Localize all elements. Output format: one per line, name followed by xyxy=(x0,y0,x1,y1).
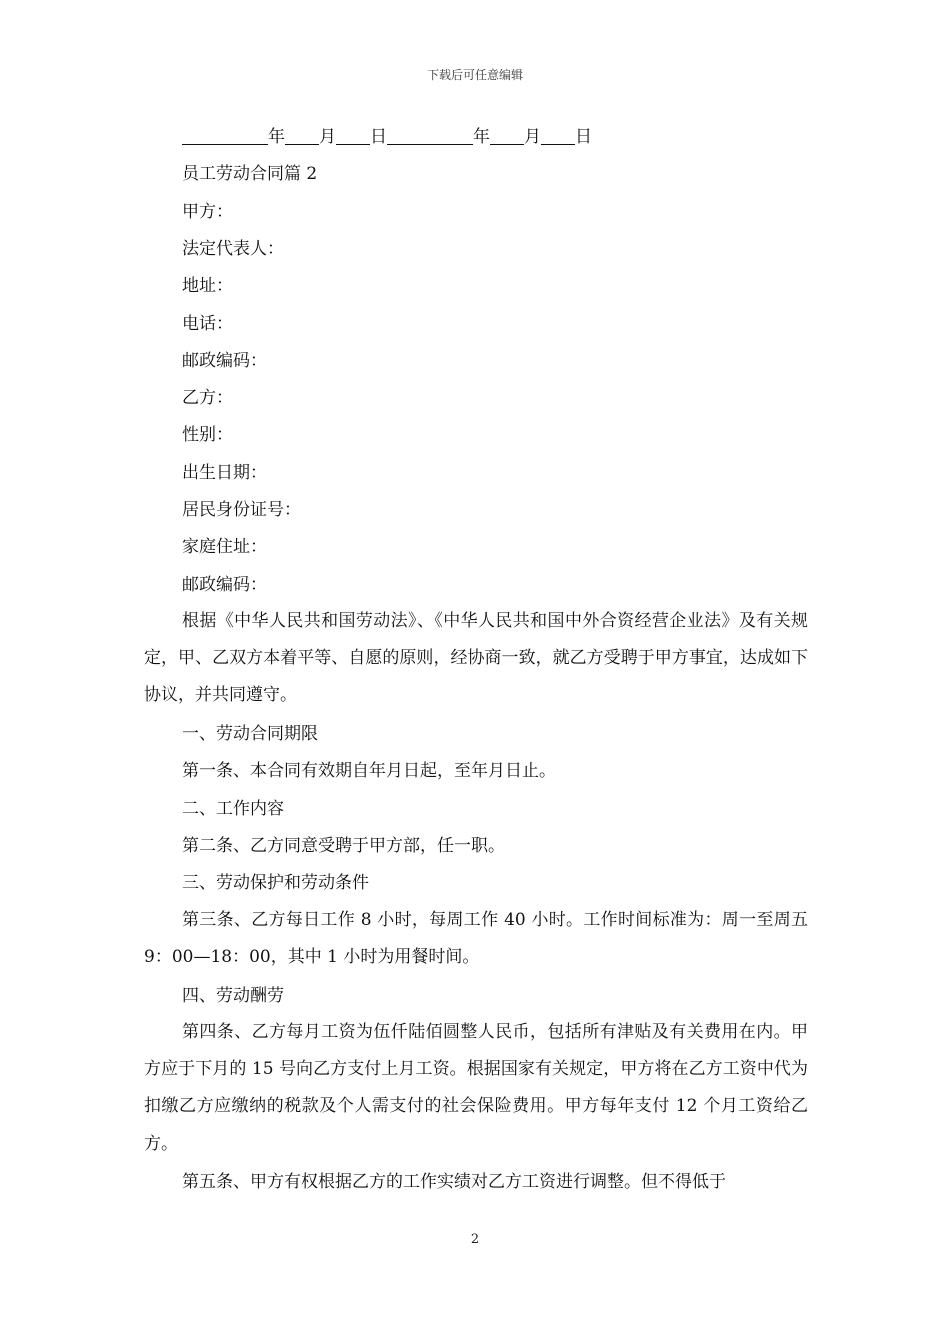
section-2-title: 二、工作内容 xyxy=(182,799,284,819)
party-b-field: 乙方： xyxy=(182,388,233,408)
contract-title: 员工劳动合同篇 2 xyxy=(182,164,318,184)
day-label: 日 xyxy=(370,127,387,147)
id-number-field: 居民身份证号： xyxy=(182,500,301,520)
section-1-title: 一、劳动合同期限 xyxy=(182,724,318,744)
postcode-field-a: 邮政编码： xyxy=(182,351,267,371)
intro-paragraph: 根据《中华人民共和国劳动法》、《中华人民共和国中外合资经营企业法》及有关规定，甲、乙双方本着平等、自愿的原则，经协商一致，就乙方受聘于甲方事宜，达成如下协议，并共同遵守。 xyxy=(144,611,808,706)
article-5: 第五条、甲方有权根据乙方的工作实绩对乙方工资进行调整。但不得低于 xyxy=(182,1172,726,1192)
address-field: 地址： xyxy=(182,276,233,296)
party-a-field: 甲方： xyxy=(182,202,233,222)
section-3-title: 三、劳动保护和劳动条件 xyxy=(182,873,369,893)
month-label: 月 xyxy=(319,127,336,147)
article-2: 第二条、乙方同意受聘于甲方部，任一职。 xyxy=(182,836,505,856)
article-4: 第四条、乙方每月工资为伍仟陆佰圆整人民币，包括所有津贴及有关费用在内。甲方应于下月的 15 号向乙方支付上月工资。根据国家有关规定，甲方将在乙方工资中代为扣缴乙方应缴纳的税款及个人需支付的社会保险费用。甲方每年支付 12 个月工资给乙方。 xyxy=(144,1022,808,1154)
year-label-2: 年 xyxy=(473,127,490,147)
year-blank xyxy=(182,126,268,145)
day-label-2: 日 xyxy=(575,127,592,147)
article-1: 第一条、本合同有效期自年月日起，至年月日止。 xyxy=(182,761,556,781)
year-blank-2 xyxy=(387,126,473,145)
article-3: 第三条、乙方每日工作 8 小时，每周工作 40 小时。工作时间标准为：周一至周五 9：00—18：00，其中 1 小时为用餐时间。 xyxy=(144,910,808,968)
month-blank-2 xyxy=(490,126,524,145)
phone-field: 电话： xyxy=(182,314,233,334)
gender-field: 性别： xyxy=(182,425,233,445)
month-label-2: 月 xyxy=(524,127,541,147)
year-label: 年 xyxy=(268,127,285,147)
signature-date-line xyxy=(182,122,592,152)
home-address-field: 家庭住址： xyxy=(182,537,267,557)
day-blank-2 xyxy=(541,126,575,145)
day-blank xyxy=(336,126,370,145)
postcode-field-b: 邮政编码： xyxy=(182,575,267,595)
page-header: 下载后可任意编辑 xyxy=(426,68,523,82)
month-blank xyxy=(285,126,319,145)
page-number: 2 xyxy=(470,1232,480,1247)
birthdate-field: 出生日期： xyxy=(182,463,267,483)
section-4-title: 四、劳动酬劳 xyxy=(182,986,284,1006)
legal-rep-field: 法定代表人： xyxy=(182,239,284,259)
